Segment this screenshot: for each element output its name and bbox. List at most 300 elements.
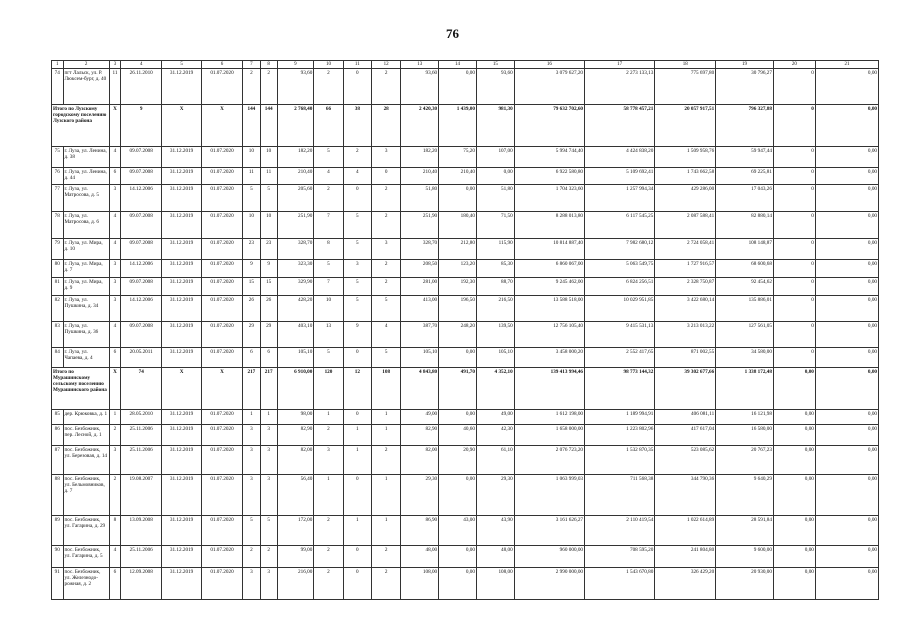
cell: 43,00 — [439, 516, 477, 546]
cell: 3 — [260, 425, 277, 446]
cell: 01.07.2020 — [202, 516, 243, 546]
column-number: 7 — [242, 61, 260, 69]
cell: 3 — [109, 278, 121, 296]
cell: 89 — [52, 516, 64, 546]
subtotal-label: Итого по Лузскому городскому поселению Лузского района — [52, 105, 110, 147]
cell: 6 860 067,00 — [514, 260, 584, 278]
cell: 2 — [260, 546, 277, 568]
cell: 71,50 — [476, 212, 514, 239]
cell: 328,70 — [401, 239, 439, 260]
cell: 39 302 677,66 — [655, 368, 716, 410]
cell: 2 552 417,65 — [585, 348, 655, 368]
cell: 40,60 — [439, 425, 477, 446]
table-row — [52, 348, 879, 368]
cell: 48,00 — [476, 546, 514, 568]
column-number: 16 — [514, 61, 584, 69]
cell: 78 — [52, 212, 64, 239]
cell: 871 002,55 — [655, 348, 716, 368]
column-number: 10 — [314, 61, 343, 69]
cell: 38 — [343, 105, 371, 147]
cell: 0,00 — [815, 568, 878, 600]
cell: 2 724 058,41 — [655, 239, 716, 260]
cell: 6 — [109, 568, 121, 600]
cell: 328,70 — [277, 239, 314, 260]
cell: 107,00 — [476, 147, 514, 168]
cell: 10 — [314, 296, 343, 322]
cell: 4 352,10 — [476, 368, 514, 410]
cell: 31.12.2019 — [162, 322, 202, 348]
cell: 0,00 — [439, 185, 477, 212]
address-cell: г. Луза, ул. Мира, д. 9 — [63, 278, 109, 296]
cell: 108,00 — [401, 568, 439, 600]
cell: 10 — [260, 212, 277, 239]
cell: 0 — [773, 322, 815, 348]
cell: 20 057 917,51 — [655, 105, 716, 147]
column-number: 19 — [716, 61, 774, 69]
cell: 0,00 — [815, 446, 878, 475]
table-row — [52, 446, 879, 475]
cell: 17 043,26 — [716, 185, 774, 212]
cell: 28 — [371, 105, 400, 147]
cell: 144 — [260, 105, 277, 147]
cell: 92 454,62 — [716, 278, 774, 296]
cell: 428,20 — [277, 296, 314, 322]
cell: 2 — [109, 475, 121, 516]
cell: X — [162, 105, 202, 147]
cell: 79 632 702,60 — [514, 105, 584, 147]
subtotal-label: Итого по Мурашинскому сельскому поселению Мурашинского района — [52, 368, 110, 410]
cell: 0 — [773, 348, 815, 368]
cell: 14.12.2006 — [121, 185, 162, 212]
cell: 51,80 — [476, 185, 514, 212]
cell: 75 — [52, 147, 64, 168]
cell: 82,00 — [401, 446, 439, 475]
subtotal-row — [52, 105, 879, 147]
cell: 796 327,88 — [716, 105, 774, 147]
cell: 0,00 — [815, 185, 878, 212]
cell: 0,00 — [773, 368, 815, 410]
cell: X — [202, 105, 243, 147]
cell: 80 — [52, 260, 64, 278]
cell: 09.07.2008 — [121, 147, 162, 168]
cell: 105,10 — [401, 348, 439, 368]
cell: 1 — [371, 475, 400, 516]
cell: 1 727 916,57 — [655, 260, 716, 278]
cell: 9 — [121, 105, 162, 147]
cell: 20 930,00 — [716, 568, 774, 600]
cell: 77 — [52, 185, 64, 212]
cell: 98,00 — [277, 410, 314, 425]
cell: 0,00 — [815, 239, 878, 260]
cell: 01.07.2020 — [202, 410, 243, 425]
column-number: 6 — [202, 61, 243, 69]
cell: 0 — [343, 69, 371, 105]
cell: 241 804,80 — [655, 546, 716, 568]
cell: 14.12.2006 — [121, 296, 162, 322]
cell: 2 — [314, 69, 343, 105]
column-number: 12 — [371, 61, 400, 69]
table-body — [52, 61, 879, 600]
cell: 0 — [343, 475, 371, 516]
cell: 11 — [242, 168, 260, 185]
cell: 105,10 — [476, 348, 514, 368]
cell: 6 117 545,25 — [585, 212, 655, 239]
cell: 5 — [343, 296, 371, 322]
cell: 01.07.2020 — [202, 239, 243, 260]
cell: 7 — [314, 212, 343, 239]
cell: 01.07.2020 — [202, 475, 243, 516]
cell: 2 — [314, 568, 343, 600]
cell: 31.12.2019 — [162, 516, 202, 546]
cell: 31.12.2019 — [162, 260, 202, 278]
cell: 16 580,00 — [716, 425, 774, 446]
cell: 16 121,98 — [716, 410, 774, 425]
cell: 0,00 — [773, 410, 815, 425]
cell: 11 — [260, 168, 277, 185]
cell: 20,90 — [439, 446, 477, 475]
cell: 210,40 — [401, 168, 439, 185]
cell: 1 257 994,34 — [585, 185, 655, 212]
cell: 3 458 000,20 — [514, 348, 584, 368]
cell: 0,00 — [815, 278, 878, 296]
table-row — [52, 168, 879, 185]
cell: 5 — [343, 212, 371, 239]
cell: 344 790,36 — [655, 475, 716, 516]
address-cell: г. Луза, ул. Ленина, д. 44 — [63, 168, 109, 185]
cell: 429 286,00 — [655, 185, 716, 212]
cell: 491,70 — [439, 368, 477, 410]
cell: 1 — [343, 446, 371, 475]
cell: 01.07.2020 — [202, 348, 243, 368]
cell: 3 — [260, 568, 277, 600]
cell: 01.07.2020 — [202, 168, 243, 185]
cell: 217 — [242, 368, 260, 410]
cell: 43,90 — [476, 516, 514, 546]
cell: 4 — [109, 239, 121, 260]
cell: 69 225,81 — [716, 168, 774, 185]
cell: 139 413 994,46 — [514, 368, 584, 410]
cell: 5 — [242, 516, 260, 546]
cell: 210,40 — [439, 168, 477, 185]
cell: 3 — [242, 475, 260, 516]
cell: 4 843,80 — [401, 368, 439, 410]
cell: 7 — [314, 278, 343, 296]
cell: 0,00 — [439, 546, 477, 568]
cell: 9 415 531,13 — [585, 322, 655, 348]
cell: 1 — [242, 410, 260, 425]
cell: 75,20 — [439, 147, 477, 168]
cell: 1 — [260, 410, 277, 425]
cell: 82,90 — [401, 425, 439, 446]
cell: 74 — [121, 368, 162, 410]
cell: 31.12.2019 — [162, 212, 202, 239]
cell: 2 273 133,13 — [585, 69, 655, 105]
column-number: 5 — [162, 61, 202, 69]
cell: 2 — [371, 260, 400, 278]
cell: 09.07.2008 — [121, 212, 162, 239]
cell: 3 422 680,14 — [655, 296, 716, 322]
cell: 5 994 744,40 — [514, 147, 584, 168]
table-row — [52, 568, 879, 600]
cell: 83 — [52, 322, 64, 348]
cell: 0,00 — [815, 368, 878, 410]
cell: 1 658 000,00 — [514, 425, 584, 446]
cell: 3 — [109, 185, 121, 212]
cell: 09.07.2008 — [121, 239, 162, 260]
cell: 523 085,62 — [655, 446, 716, 475]
cell: 09.07.2008 — [121, 278, 162, 296]
cell: 10 029 951,85 — [585, 296, 655, 322]
cell: 86 — [52, 425, 64, 446]
column-number: 14 — [439, 61, 477, 69]
cell: 0,00 — [815, 69, 878, 105]
cell: 9 — [343, 322, 371, 348]
address-cell: пос. Безбожник, ул. Березовая, д. 14 — [63, 446, 109, 475]
cell: 7 982 680,12 — [585, 239, 655, 260]
cell: 105,10 — [277, 348, 314, 368]
cell: 82 880,14 — [716, 212, 774, 239]
table-row — [52, 425, 879, 446]
cell: 1 543 670,80 — [585, 568, 655, 600]
column-number: 8 — [260, 61, 277, 69]
cell: 01.07.2020 — [202, 147, 243, 168]
cell: 3 — [260, 475, 277, 516]
cell: 87 — [52, 446, 64, 475]
address-cell: г. Луза, ул. Чапаева, д. 4 — [63, 348, 109, 368]
cell: 79 — [52, 239, 64, 260]
cell: 2 — [314, 185, 343, 212]
cell: 0,00 — [815, 296, 878, 322]
cell: 1 — [371, 425, 400, 446]
cell: 76 — [52, 168, 64, 185]
cell: 0,00 — [815, 546, 878, 568]
cell: 0,00 — [815, 147, 878, 168]
cell: 3 — [242, 446, 260, 475]
cell: 3 — [109, 446, 121, 475]
address-cell: пос. Безбожник, пер. Лесной, д. 1 — [63, 425, 109, 446]
cell: 29,30 — [476, 475, 514, 516]
cell: 0 — [343, 546, 371, 568]
cell: 90 — [52, 546, 64, 568]
cell: 30 796,27 — [716, 69, 774, 105]
cell: 5 — [371, 348, 400, 368]
address-cell: пос. Безбожник, ул. Бельмовников, д. 7 — [63, 475, 109, 516]
cell: 182,20 — [401, 147, 439, 168]
cell: 3 — [109, 260, 121, 278]
cell: 31.12.2019 — [162, 185, 202, 212]
cell: 01.07.2020 — [202, 212, 243, 239]
cell: 0 — [773, 278, 815, 296]
cell: 960 000,00 — [514, 546, 584, 568]
cell: 2 768,40 — [277, 105, 314, 147]
cell: 86,90 — [401, 516, 439, 546]
cell: 0 — [343, 185, 371, 212]
cell: 144 — [242, 105, 260, 147]
cell: 2 — [371, 446, 400, 475]
cell: 1 743 662,58 — [655, 168, 716, 185]
cell: 281,00 — [401, 278, 439, 296]
cell: 251,90 — [401, 212, 439, 239]
cell: 12 756 105,40 — [514, 322, 584, 348]
cell: 2 076 723,20 — [514, 446, 584, 475]
cell: 1 338 172,48 — [716, 368, 774, 410]
cell: 12.09.2008 — [121, 568, 162, 600]
cell: 210,40 — [277, 168, 314, 185]
address-cell: г. Луза, ул. Пушкина, д. 36 — [63, 322, 109, 348]
cell: 31.12.2019 — [162, 168, 202, 185]
cell: 2 990 000,00 — [514, 568, 584, 600]
cell: 216,50 — [476, 296, 514, 322]
cell: 0 — [773, 105, 815, 147]
cell: 59 947,44 — [716, 147, 774, 168]
cell: 1 022 614,89 — [655, 516, 716, 546]
cell: 31.12.2019 — [162, 239, 202, 260]
cell: 212,80 — [439, 239, 477, 260]
cell: 11 — [109, 69, 121, 105]
page-number: 76 — [446, 26, 459, 41]
cell: 31.12.2019 — [162, 69, 202, 105]
cell: 2 — [371, 546, 400, 568]
cell: 51,80 — [401, 185, 439, 212]
cell: 5 — [260, 185, 277, 212]
cell: 0 — [343, 410, 371, 425]
cell: 2 — [371, 185, 400, 212]
cell: 3 — [371, 239, 400, 260]
cell: 20 767,23 — [716, 446, 774, 475]
cell: 23 — [242, 239, 260, 260]
address-cell: пгт Лальск, ул. Р. Люксем-бург, д. 40 — [63, 69, 109, 105]
cell: 1 439,00 — [439, 105, 477, 147]
cell: 01.07.2020 — [202, 425, 243, 446]
cell: 403,10 — [277, 322, 314, 348]
cell: 1 — [314, 410, 343, 425]
cell: 6 — [109, 348, 121, 368]
cell: 8 — [109, 516, 121, 546]
table-row — [52, 546, 879, 568]
cell: 0,00 — [815, 475, 878, 516]
cell: 31.12.2019 — [162, 475, 202, 516]
cell: 13.09.2008 — [121, 516, 162, 546]
cell: 19.08.2007 — [121, 475, 162, 516]
cell: 0 — [773, 239, 815, 260]
cell: 1 — [343, 516, 371, 546]
cell: 3 161 626,27 — [514, 516, 584, 546]
table-row — [52, 69, 879, 105]
cell: 31.12.2019 — [162, 296, 202, 322]
cell: 49,00 — [476, 410, 514, 425]
cell: 88 — [52, 475, 64, 516]
cell: 1 612 198,00 — [514, 410, 584, 425]
cell: 9 — [260, 260, 277, 278]
cell: 2 — [371, 278, 400, 296]
cell: 01.07.2020 — [202, 260, 243, 278]
cell: 1 — [343, 425, 371, 446]
cell: 4 — [314, 168, 343, 185]
cell: X — [109, 368, 121, 410]
cell: 326 429,20 — [655, 568, 716, 600]
address-cell: г. Луза, ул. Ленина, д. 38 — [63, 147, 109, 168]
cell: 711 568,38 — [585, 475, 655, 516]
cell: 26 — [260, 296, 277, 322]
cell: 0,00 — [773, 475, 815, 516]
cell: 01.07.2020 — [202, 296, 243, 322]
table-row — [52, 322, 879, 348]
cell: 01.07.2020 — [202, 278, 243, 296]
cell: 01.07.2020 — [202, 546, 243, 568]
cell: 09.07.2008 — [121, 322, 162, 348]
cell: 68 600,68 — [716, 260, 774, 278]
cell: 0,00 — [773, 546, 815, 568]
table-row — [52, 185, 879, 212]
cell: 0,00 — [439, 475, 477, 516]
cell: 2 420,30 — [401, 105, 439, 147]
cell: 0,00 — [815, 348, 878, 368]
cell: 216,00 — [277, 568, 314, 600]
cell: 3 — [314, 446, 343, 475]
cell: 3 — [260, 446, 277, 475]
cell: 139,50 — [476, 322, 514, 348]
cell: 2 — [109, 425, 121, 446]
cell: 123,20 — [439, 260, 477, 278]
cell: 0,00 — [439, 69, 477, 105]
cell: 9 600,00 — [716, 546, 774, 568]
cell: 3 079 627,20 — [514, 69, 584, 105]
column-number: 3 — [109, 61, 121, 69]
cell: 56,40 — [277, 475, 314, 516]
cell: 6 922 580,80 — [514, 168, 584, 185]
cell: 217 — [260, 368, 277, 410]
cell: 120 — [314, 368, 343, 410]
cell: 329,90 — [277, 278, 314, 296]
cell: 5 — [343, 239, 371, 260]
cell: 0,00 — [773, 446, 815, 475]
cell: 5 — [371, 296, 400, 322]
cell: 23 — [260, 239, 277, 260]
cell: X — [202, 368, 243, 410]
cell: 0,00 — [815, 410, 878, 425]
cell: 413,00 — [401, 296, 439, 322]
cell: 13 588 518,00 — [514, 296, 584, 322]
cell: 6 910,00 — [277, 368, 314, 410]
cell: 82 — [52, 296, 64, 322]
column-number: 13 — [401, 61, 439, 69]
cell: 127 561,05 — [716, 322, 774, 348]
cell: 4 424 838,20 — [585, 147, 655, 168]
cell: 14.12.2006 — [121, 260, 162, 278]
cell: 10 — [260, 147, 277, 168]
cell: 0 — [773, 147, 815, 168]
cell: 20.05.2011 — [121, 348, 162, 368]
address-cell: г. Луза, ул. Пушкина, д. 34 — [63, 296, 109, 322]
cell: 31.12.2019 — [162, 147, 202, 168]
cell: 0 — [773, 212, 815, 239]
cell: 0,00 — [439, 410, 477, 425]
address-cell: г. Луза, ул. Матросова, д. 6 — [63, 212, 109, 239]
cell: 2 — [314, 516, 343, 546]
cell: 31.12.2019 — [162, 425, 202, 446]
cell: 192,30 — [439, 278, 477, 296]
cell: 2 — [314, 546, 343, 568]
column-number: 18 — [655, 61, 716, 69]
cell: 172,00 — [277, 516, 314, 546]
cell: 0,00 — [773, 516, 815, 546]
cell: 6 — [109, 168, 121, 185]
cell: 2 110 419,54 — [585, 516, 655, 546]
cell: 66 — [314, 105, 343, 147]
cell: 25.11.2006 — [121, 425, 162, 446]
address-cell: г. Луза, ул. Мира, д. 7 — [63, 260, 109, 278]
cell: 01.07.2020 — [202, 446, 243, 475]
